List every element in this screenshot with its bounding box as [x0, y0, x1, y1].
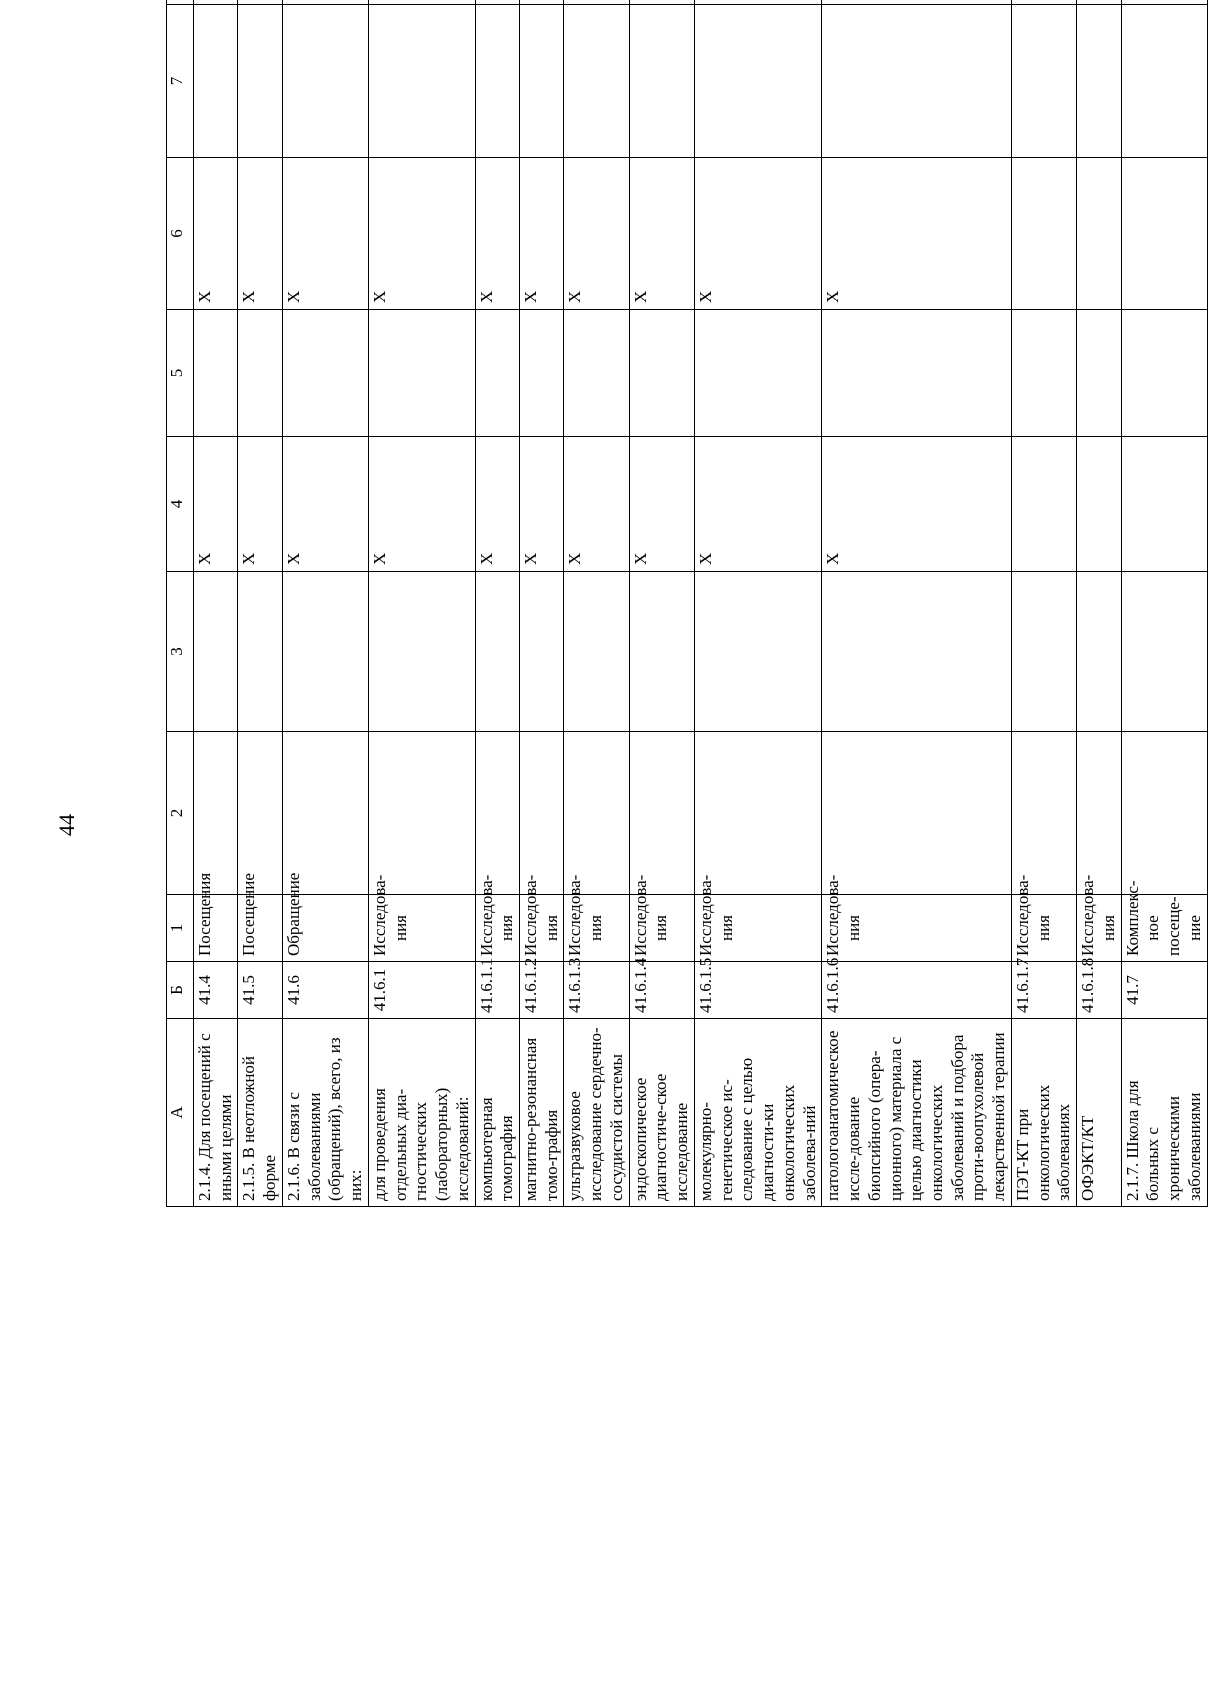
rotated-table-container [166, 37, 1204, 1207]
row-col5-cell [564, 310, 629, 437]
row-unit-cell: Обращение [282, 895, 368, 962]
row-code-cell: 41.6 [282, 962, 368, 1019]
table-row [564, 0, 629, 1207]
row-col3-cell [238, 572, 282, 732]
row-col4-cell: X [520, 437, 564, 572]
row-col5-cell [368, 310, 475, 437]
row-col4-cell [1011, 437, 1076, 572]
row-col4-cell: X [194, 437, 238, 572]
row-col7-cell [1121, 5, 1207, 158]
row-col8-cell [282, 0, 368, 5]
header-col-3: 3 [167, 572, 194, 732]
table-row [194, 0, 238, 1207]
row-name-cell: компьютерная томография [475, 1019, 519, 1207]
row-col7-cell [282, 5, 368, 158]
row-unit-cell: Исследова-ния [1011, 895, 1076, 962]
row-col2-cell [1011, 732, 1076, 895]
row-col2-cell [282, 732, 368, 895]
header-col-2: 2 [167, 732, 194, 895]
table-row [822, 0, 1012, 1207]
row-unit-cell: Посещения [194, 895, 238, 962]
row-col6-cell: X [475, 158, 519, 310]
row-col7-cell [475, 5, 519, 158]
row-unit-cell: Исследова-ния [520, 895, 564, 962]
data-table [166, 0, 1208, 1207]
row-name-cell: 2.1.6. В связи с заболеваниями (обращений), всего, из них: [282, 1019, 368, 1207]
row-col8-cell [1121, 0, 1207, 5]
header-row [167, 0, 194, 1207]
table-row [368, 0, 475, 1207]
row-code-cell: 41.7 [1121, 962, 1207, 1019]
header-col-a: А [167, 1019, 194, 1207]
table-row [282, 0, 368, 1207]
table-row [1121, 0, 1207, 1207]
row-code-cell: 41.4 [194, 962, 238, 1019]
row-col2-cell [1077, 732, 1121, 895]
row-code-cell: 41.6.1.5 [694, 962, 821, 1019]
table-row [520, 0, 564, 1207]
row-col2-cell [1121, 732, 1207, 895]
row-col5-cell [238, 310, 282, 437]
row-col4-cell: X [368, 437, 475, 572]
row-col8-cell [520, 0, 564, 5]
row-col4-cell: X [475, 437, 519, 572]
row-col2-cell [238, 732, 282, 895]
row-code-cell: 41.5 [238, 962, 282, 1019]
row-col8-cell [1077, 0, 1121, 5]
header-col-8 [167, 0, 194, 5]
row-code-cell: 41.6.1.3 [564, 962, 629, 1019]
table-row [694, 0, 821, 1207]
table-row [238, 0, 282, 1207]
row-col2-cell [475, 732, 519, 895]
row-name-cell: 2.1.4. Для посещений с иными целями [194, 1019, 238, 1207]
page-number: 44 [54, 814, 79, 836]
row-col2-cell [368, 732, 475, 895]
row-col4-cell: X [629, 437, 694, 572]
row-unit-cell: Исследова-ния [822, 895, 1012, 962]
row-col7-cell [368, 5, 475, 158]
row-col7-cell [564, 5, 629, 158]
row-unit-cell: Исследова-ния [564, 895, 629, 962]
row-col3-cell [194, 572, 238, 732]
table-row [1077, 0, 1121, 1207]
row-unit-cell: Исследова-ния [694, 895, 821, 962]
row-name-cell: 2.1.7. Школа для больных с хроническими заболеваниями [1121, 1019, 1207, 1207]
row-col8-cell [194, 0, 238, 5]
row-name-cell: магнитно-резонансная томо-графия [520, 1019, 564, 1207]
row-col3-cell [629, 572, 694, 732]
row-col3-cell [475, 572, 519, 732]
row-col2-cell [520, 732, 564, 895]
row-name-cell: молекулярно-генетическое ис-следование с целью диагности-ки онкологических заболева-ний [694, 1019, 821, 1207]
row-col8-cell [822, 0, 1012, 5]
row-col3-cell [368, 572, 475, 732]
row-col7-cell [1011, 5, 1076, 158]
row-col6-cell: X [194, 158, 238, 310]
row-col5-cell [194, 310, 238, 437]
row-col5-cell [694, 310, 821, 437]
row-col6-cell [1011, 158, 1076, 310]
row-col6-cell: X [694, 158, 821, 310]
row-col2-cell [194, 732, 238, 895]
row-col8-cell [564, 0, 629, 5]
row-col6-cell: X [564, 158, 629, 310]
row-col8-cell [475, 0, 519, 5]
row-unit-cell: Посещение [238, 895, 282, 962]
row-col8-cell [694, 0, 821, 5]
row-col6-cell: X [520, 158, 564, 310]
row-col6-cell: X [238, 158, 282, 310]
row-unit-cell: Исследова-ния [629, 895, 694, 962]
row-col3-cell [1121, 572, 1207, 732]
row-code-cell: 41.6.1.6 [822, 962, 1012, 1019]
table-row [629, 0, 694, 1207]
row-col5-cell [629, 310, 694, 437]
row-col6-cell: X [822, 158, 1012, 310]
header-col-5: 5 [167, 310, 194, 437]
row-name-cell: для проведения отдельных диа-гностических (лабораторных) исследований: [368, 1019, 475, 1207]
row-name-cell: ПЭТ-КТ при онкологических заболеваниях [1011, 1019, 1076, 1207]
row-col5-cell [1011, 310, 1076, 437]
row-col7-cell [822, 5, 1012, 158]
row-col3-cell [822, 572, 1012, 732]
row-col4-cell: X [564, 437, 629, 572]
row-unit-cell: Исследова-ния [368, 895, 475, 962]
row-col7-cell [194, 5, 238, 158]
row-col3-cell [694, 572, 821, 732]
row-col6-cell: X [368, 158, 475, 310]
header-col-6: 6 [167, 158, 194, 310]
row-col4-cell: X [238, 437, 282, 572]
row-col7-cell [520, 5, 564, 158]
row-col8-cell [238, 0, 282, 5]
row-col7-cell [629, 5, 694, 158]
row-col5-cell [475, 310, 519, 437]
header-col-4: 4 [167, 437, 194, 572]
row-col6-cell [1121, 158, 1207, 310]
row-col5-cell [282, 310, 368, 437]
row-col6-cell [1077, 158, 1121, 310]
row-col5-cell [1077, 310, 1121, 437]
row-col3-cell [1077, 572, 1121, 732]
row-name-cell: 2.1.5. В неотложной форме [238, 1019, 282, 1207]
row-col5-cell [520, 310, 564, 437]
row-col6-cell: X [629, 158, 694, 310]
row-code-cell: 41.6.1.7 [1011, 962, 1076, 1019]
row-code-cell: 41.6.1 [368, 962, 475, 1019]
row-col6-cell: X [282, 158, 368, 310]
row-name-cell: ОФЭКТ/КТ [1077, 1019, 1121, 1207]
row-col4-cell [1077, 437, 1121, 572]
row-col4-cell: X [694, 437, 821, 572]
row-col3-cell [282, 572, 368, 732]
row-col5-cell [822, 310, 1012, 437]
header-col-b: Б [167, 962, 194, 1019]
row-name-cell: патологоанатомическое иссле-дование биопсийного (опера-ционного) материала с целью диагностики онкологических заболеваний и подбора проти-воопухолевой лекарственной терапии [822, 1019, 1012, 1207]
row-col4-cell: X [822, 437, 1012, 572]
header-col-7: 7 [167, 5, 194, 158]
row-col7-cell [694, 5, 821, 158]
row-col4-cell: X [282, 437, 368, 572]
row-col4-cell [1121, 437, 1207, 572]
row-col7-cell [1077, 5, 1121, 158]
table-body [194, 0, 1208, 1207]
row-col7-cell [238, 5, 282, 158]
row-name-cell: эндоскопическое диагностиче-ское исследование [629, 1019, 694, 1207]
row-col2-cell [694, 732, 821, 895]
row-code-cell: 41.6.1.4 [629, 962, 694, 1019]
row-unit-cell: Исследова-ния [1077, 895, 1121, 962]
row-col5-cell [1121, 310, 1207, 437]
row-col2-cell [629, 732, 694, 895]
row-col3-cell [1011, 572, 1076, 732]
table-row [475, 0, 519, 1207]
header-col-1: 1 [167, 895, 194, 962]
row-name-cell: ультразвуковое исследование сердечно-сосудистой системы [564, 1019, 629, 1207]
row-col2-cell [564, 732, 629, 895]
row-code-cell: 41.6.1.2 [520, 962, 564, 1019]
row-unit-cell: Исследова-ния [475, 895, 519, 962]
row-col8-cell [368, 0, 475, 5]
table-row [1011, 0, 1076, 1207]
row-code-cell: 41.6.1.8 [1077, 962, 1121, 1019]
row-col3-cell [564, 572, 629, 732]
row-unit-cell: Комплекс-ное посеще-ние [1121, 895, 1207, 962]
row-col3-cell [520, 572, 564, 732]
row-col8-cell [1011, 0, 1076, 5]
row-code-cell: 41.6.1.1 [475, 962, 519, 1019]
row-col8-cell [629, 0, 694, 5]
row-col2-cell [822, 732, 1012, 895]
